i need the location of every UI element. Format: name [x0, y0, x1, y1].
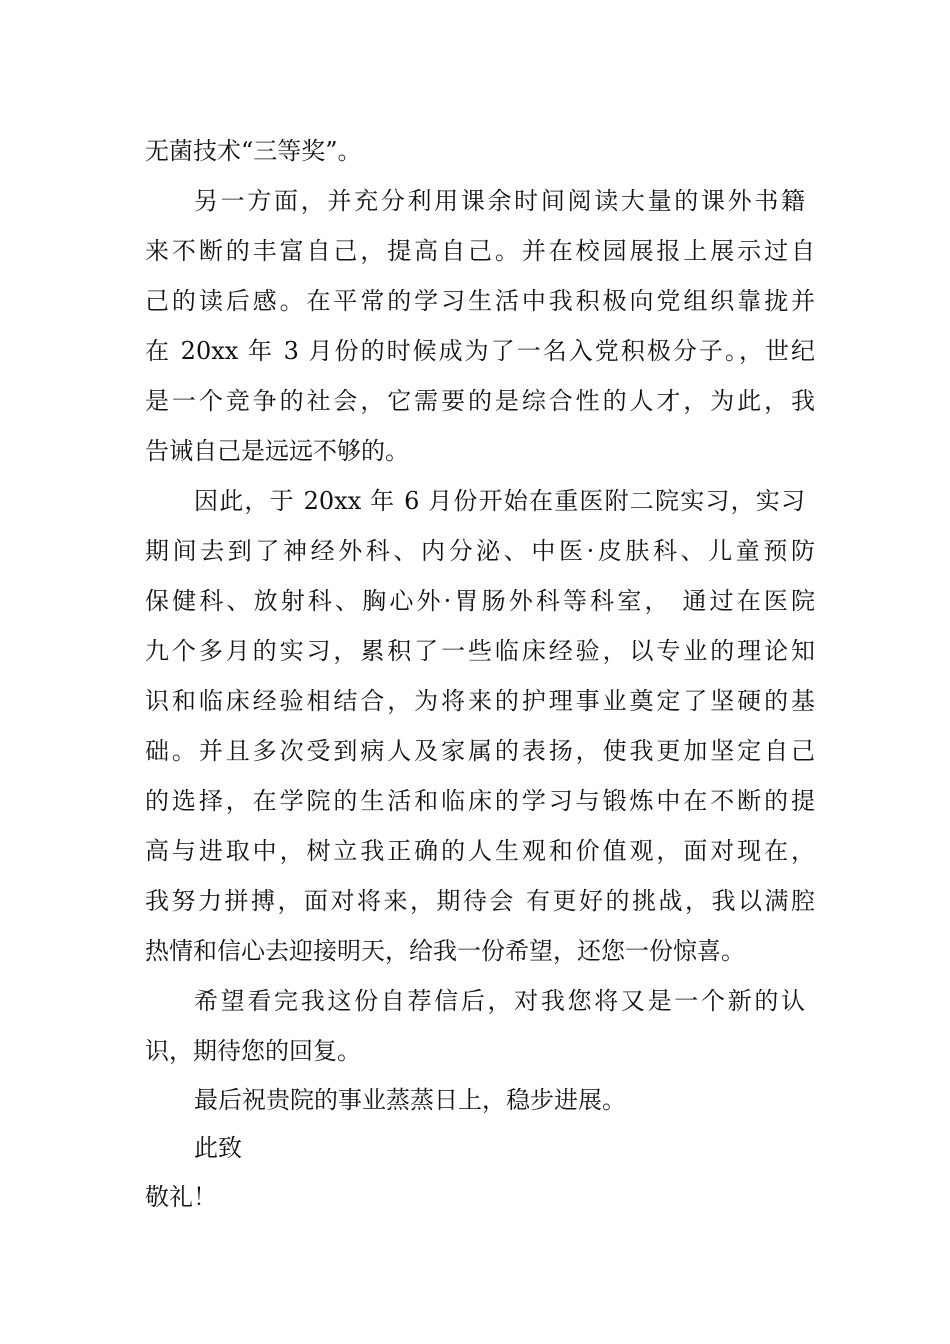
text-line-15: 高与进取中，树立我正确的人生观和价值观，面对现在，: [145, 837, 815, 865]
closing-salutation: 此致: [194, 1134, 242, 1162]
text-line-5: 在 20xx 年 3 月份的时候成为了一名入党积极分子。，世纪: [145, 337, 815, 365]
closing-regards: 敬礼！: [145, 1183, 217, 1211]
text-line-18: 希望看完我这份自荐信后，对我您将又是一个新的认: [194, 987, 805, 1015]
text-line-2: 另一方面，并充分利用课余时间阅读大量的课外书籍: [194, 187, 805, 215]
text-line-13: 础。并且多次受到病人及家属的表扬，使我更加坚定自己: [145, 737, 815, 765]
text-line-3: 来不断的丰富自己，提高自己。并在校园展报上展示过自: [145, 237, 815, 265]
text-line-9: 期间去到了神经外科、内分泌、中医·皮肤科、儿童预防: [145, 537, 815, 565]
text-line-20: 最后祝贵院的事业蒸蒸日上，稳步进展。: [194, 1086, 626, 1114]
text-line-8: 因此，于 20xx 年 6 月份开始在重医附二院实习，实习: [194, 487, 805, 515]
text-line-16: 我努力拼搏，面对将来，期待会 有更好的挑战，我以满腔: [145, 887, 815, 915]
text-line-17: 热情和信心去迎接明天，给我一份希望，还您一份惊喜。: [145, 937, 745, 965]
text-line-4: 己的读后感。在平常的学习生活中我积极向党组织靠拢并: [145, 287, 815, 315]
text-line-1: 无菌技术“三等奖”。: [145, 137, 362, 165]
text-line-11: 九个多月的实习，累积了一些临床经验，以专业的理论知: [145, 637, 815, 665]
text-line-6: 是一个竞争的社会，它需要的是综合性的人才，为此，我: [145, 387, 815, 415]
text-line-19: 识，期待您的回复。: [145, 1037, 361, 1065]
text-line-14: 的选择，在学院的生活和临床的学习与锻炼中在不断的提: [145, 787, 815, 815]
text-line-12: 识和临床经验相结合，为将来的护理事业奠定了坚硬的基: [145, 687, 815, 715]
text-line-10: 保健科、放射科、胸心外·胃肠外科等科室， 通过在医院: [145, 587, 815, 615]
text-line-7: 告诫自己是远远不够的。: [145, 437, 409, 465]
